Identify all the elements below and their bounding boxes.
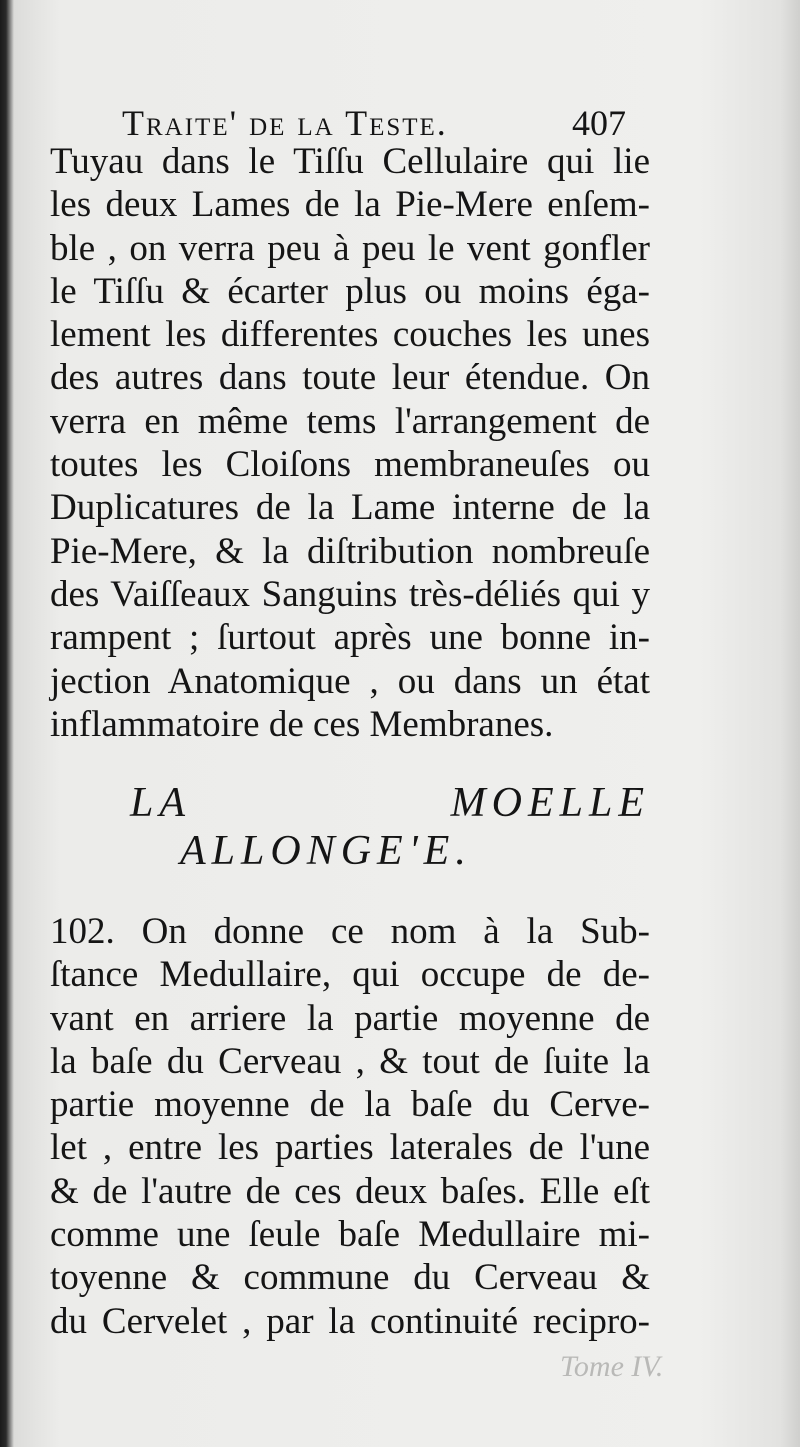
section-heading-line-1: LA MOELLE [130, 780, 650, 826]
text-line: rampent ; ſurtout après une bonne in- [50, 617, 650, 659]
running-head-title: Traite' de la Teste. [122, 103, 448, 143]
text-line: & de l'autre de ces deux baſes. Elle eſt [50, 1170, 650, 1212]
text-line: partie moyenne de la baſe du Cerve- [50, 1084, 650, 1126]
text-line: la baſe du Cerveau , & tout de ſuite la [50, 1040, 650, 1082]
text-line: le Tiſſu & écarter plus ou moins éga- [50, 270, 650, 312]
text-line: verra en même tems l'arrangement de [50, 400, 650, 442]
text-line: ble , on verra peu à peu le vent gonfler [50, 227, 650, 269]
text-line: des autres dans toute leur étendue. On [50, 357, 650, 399]
text-line: lement les differentes couches les unes [50, 314, 650, 356]
text-line: Pie-Mere, & la diſtribution nombreuſe [50, 530, 650, 572]
text-line: ſtance Medullaire, qui occupe de de- [50, 954, 650, 996]
text-line: des Vaiſſeaux Sanguins très-déliés qui y [50, 573, 650, 615]
text-line: Duplicatures de la Lame interne de la [50, 487, 650, 529]
paragraph-continued [50, 140, 650, 746]
text-line: let , entre les parties laterales de l'une [50, 1127, 650, 1169]
text-line: inflammatoire de ces Membranes. [50, 703, 554, 745]
signature-mark: Tome IV. [560, 1350, 664, 1383]
text-line: jection Anatomique , ou dans un état [50, 660, 650, 702]
text-line: du Cervelet , par la continuité recipro- [50, 1300, 650, 1342]
text-line: Tuyau dans le Tiſſu Cellulaire qui lie [50, 141, 650, 182]
text-line: 102. On donne ce nom à la Sub- [50, 911, 650, 952]
text-line: vant en arriere la partie moyenne de [50, 997, 650, 1039]
text-line: comme une ſeule baſe Medullaire mi- [50, 1214, 650, 1256]
text-line: les deux Lames de la Pie-Mere enſem- [50, 184, 650, 226]
text-line: toyenne & commune du Cerveau & [50, 1257, 650, 1299]
text-line: toutes les Cloiſons membraneuſes ou [50, 444, 650, 486]
section-heading [50, 778, 650, 888]
page-number: 407 [572, 103, 626, 143]
paragraph-102 [50, 910, 650, 1343]
section-heading-line-2: ALLONGE'E. [180, 828, 472, 874]
